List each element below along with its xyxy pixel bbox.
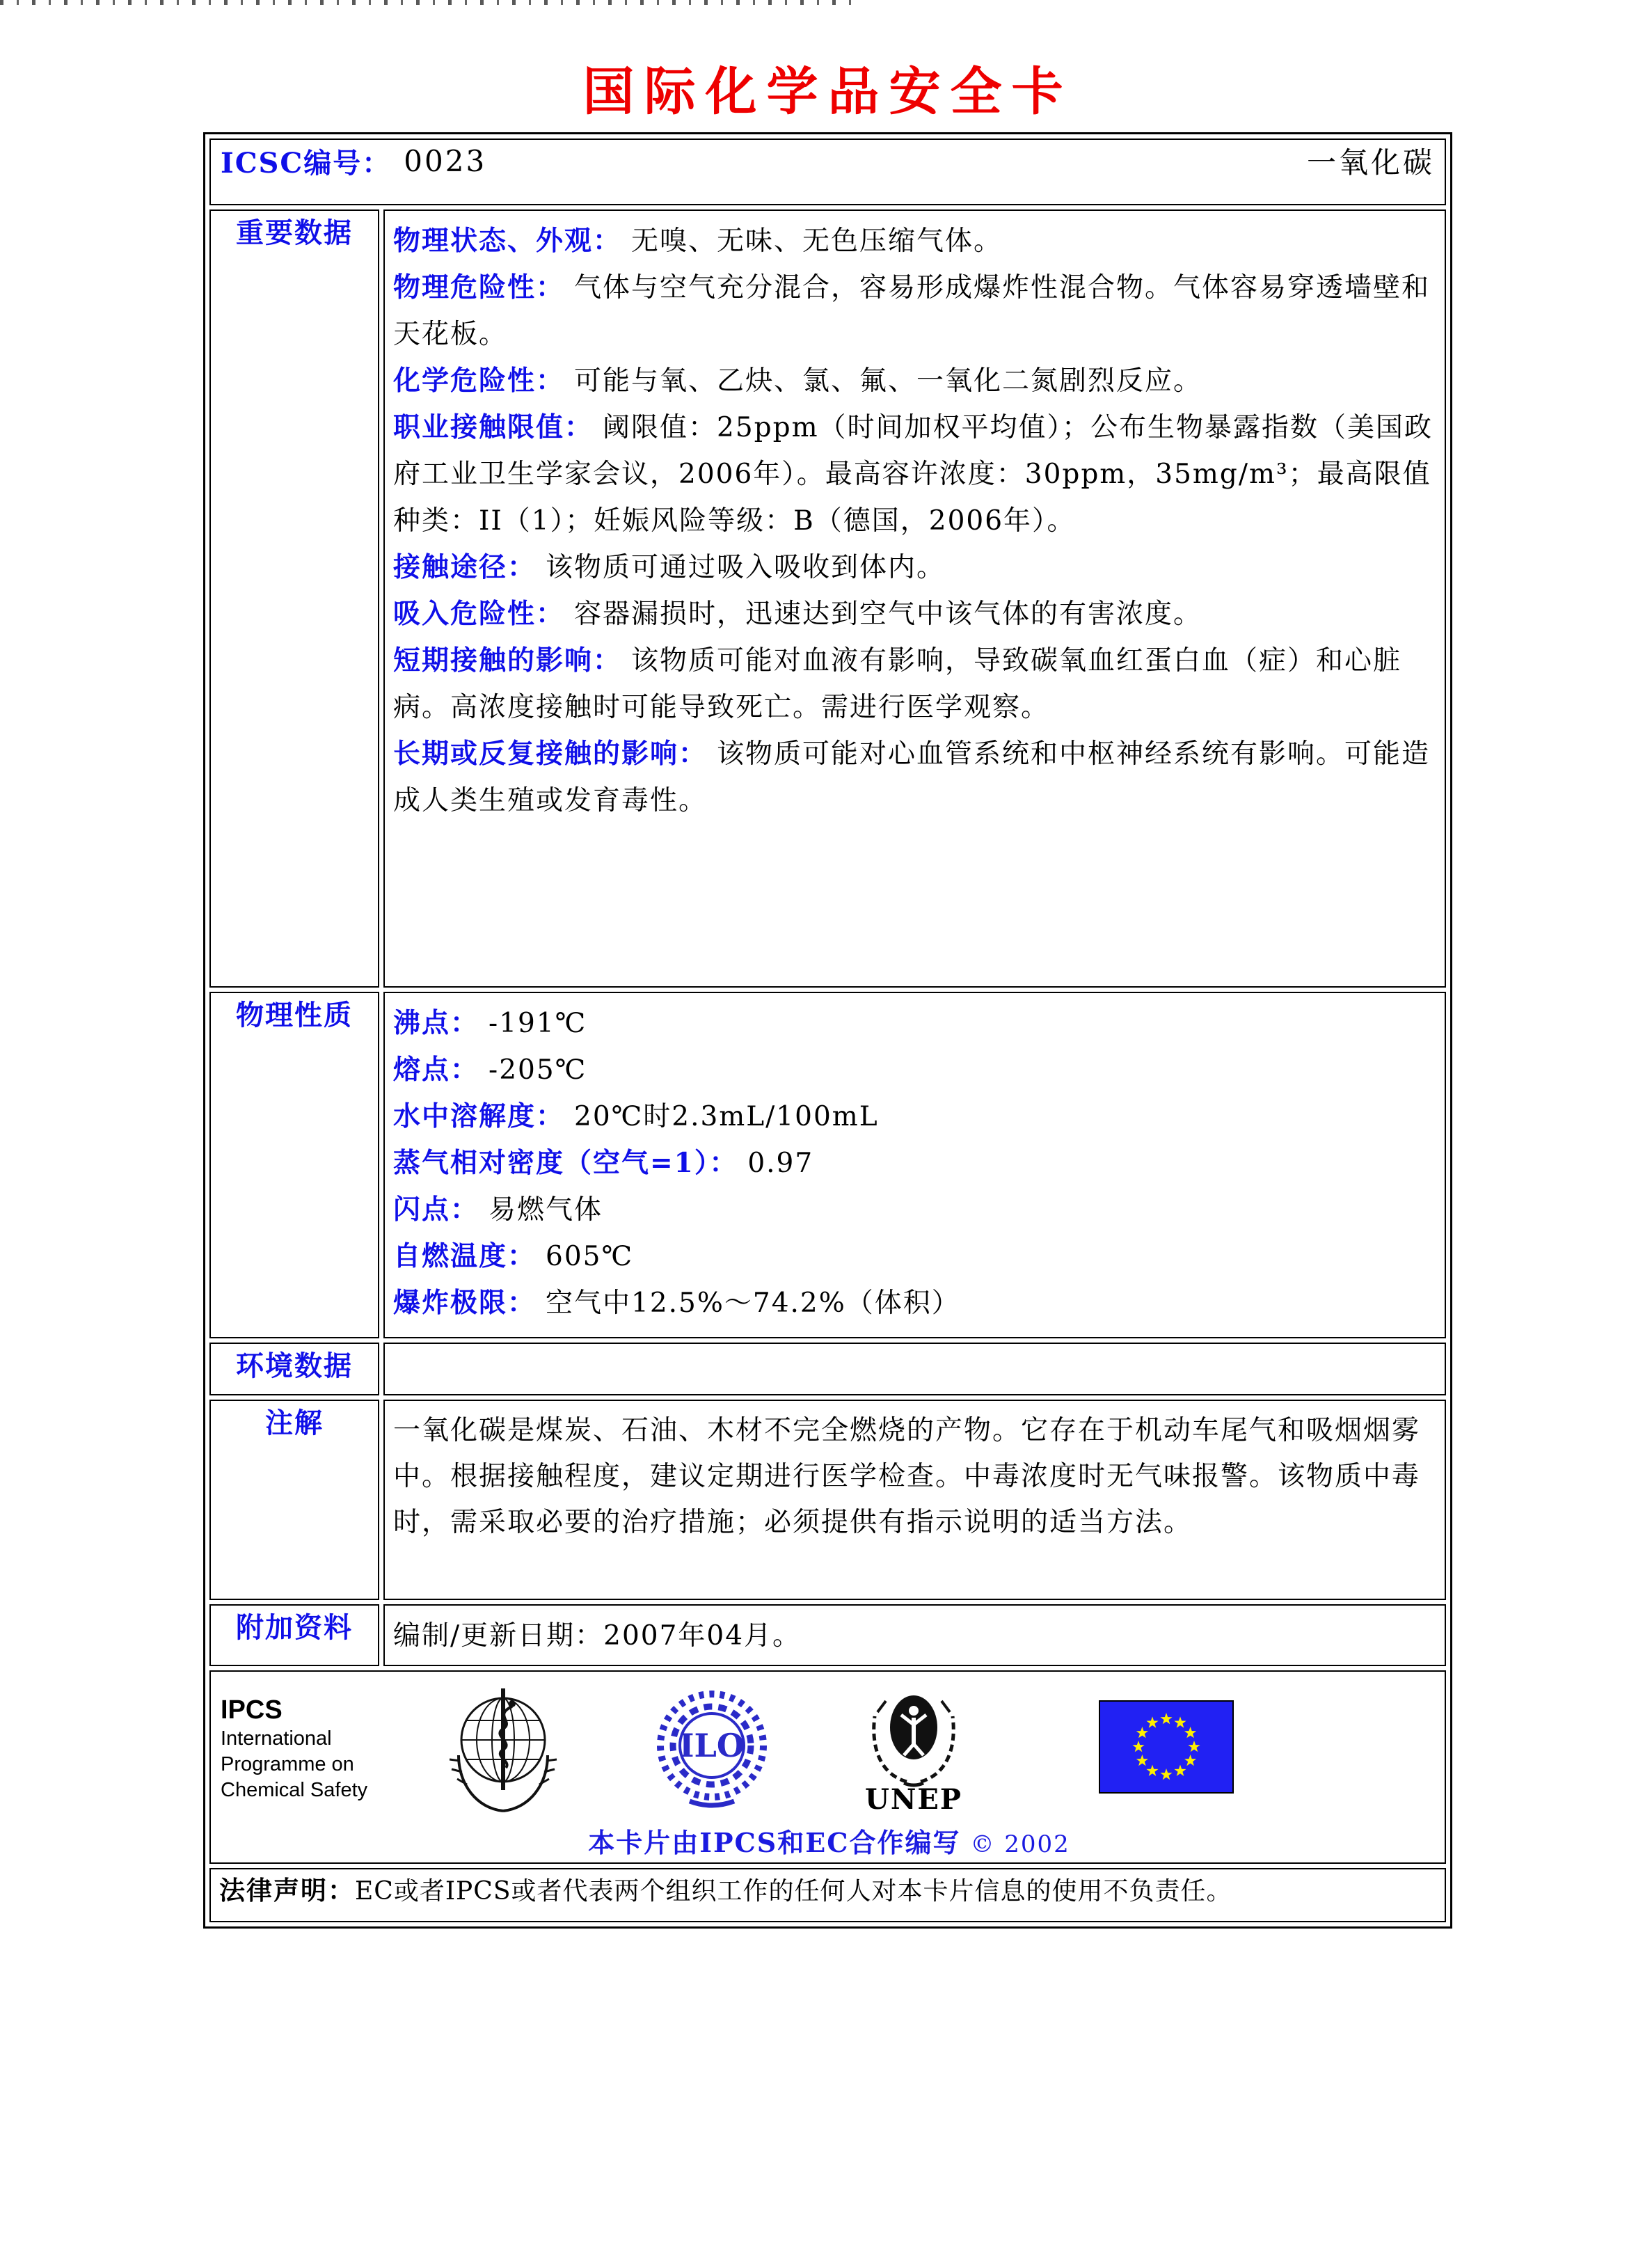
field-label: 短期接触的影响： bbox=[393, 644, 622, 676]
credit-line bbox=[221, 1821, 1438, 1860]
field-label: 化学危险性： bbox=[393, 365, 565, 397]
environmental-data-row bbox=[209, 1343, 1446, 1395]
field-label: 闪点： bbox=[393, 1194, 479, 1226]
update-date-text: 编制/更新日期：2007年04月。 bbox=[393, 1620, 802, 1652]
field-value: 该物质可能对心血管系统和中枢神经系统有影响。可能造成人类生殖或发育毒性。 bbox=[393, 738, 1431, 816]
field-value: 0.97 bbox=[747, 1148, 814, 1179]
property-autoignition-temp bbox=[393, 1233, 1435, 1280]
field-label: 爆炸极限： bbox=[393, 1287, 537, 1319]
ipcs-line-3: Chemical Safety bbox=[221, 1779, 368, 1801]
field-value: 易燃气体 bbox=[489, 1194, 603, 1226]
property-flash-point bbox=[393, 1187, 1435, 1233]
field-value: 可能与氧、乙炔、氯、氟、一氧化二氮剧烈反应。 bbox=[574, 365, 1202, 397]
ipcs-text-block bbox=[221, 1694, 422, 1803]
additional-info-content bbox=[383, 1604, 1446, 1666]
field-value: 无嗅、无味、无色压缩气体。 bbox=[631, 225, 1003, 257]
field-label: 职业接触限值： bbox=[393, 411, 594, 443]
environmental-data-content bbox=[383, 1343, 1446, 1395]
credit-text: 本卡片由IPCS和EC合作编写 bbox=[588, 1827, 961, 1858]
field-label: 沸点： bbox=[393, 1007, 479, 1039]
row-label-important-data: 重要数据 bbox=[209, 209, 379, 988]
property-melting-point bbox=[393, 1047, 1435, 1093]
important-data-row bbox=[209, 209, 1446, 988]
legal-label: 法律声明： bbox=[219, 1875, 355, 1906]
eu-flag-icon bbox=[1099, 1700, 1234, 1794]
ipcs-line-1: International bbox=[221, 1727, 332, 1750]
property-explosive-limits bbox=[393, 1280, 1435, 1327]
data-item-physical-state bbox=[393, 218, 1435, 264]
field-label: 自燃温度： bbox=[393, 1240, 537, 1272]
property-boiling-point bbox=[393, 1000, 1435, 1047]
icsc-number-value: 0023 bbox=[404, 143, 487, 178]
logos-cell bbox=[209, 1670, 1446, 1864]
field-label: 物理状态、外观： bbox=[393, 225, 622, 257]
field-label: 熔点： bbox=[393, 1054, 479, 1086]
property-water-solubility bbox=[393, 1093, 1435, 1140]
ipcs-line-2: Programme on bbox=[221, 1753, 354, 1775]
field-value: 空气中12.5%～74.2%（体积） bbox=[546, 1288, 960, 1319]
card-header-row bbox=[209, 138, 1446, 205]
property-vapor-density bbox=[393, 1140, 1435, 1187]
field-value: 气体与空气充分混合，容易形成爆炸性混合物。气体容易穿透墙壁和天花板。 bbox=[393, 272, 1431, 350]
important-data-content bbox=[383, 209, 1446, 988]
data-item-long-term-effects bbox=[393, 731, 1435, 824]
field-value: 阈限值：25ppm（时间加权平均值）；公布生物暴露指数（美国政府工业卫生学家会议，2006年）。最高容许浓度：30ppm，35mg/m³；最高限值种类：II（1）；妊娠风险等级：B（德国，2006年）。 bbox=[393, 412, 1433, 537]
additional-info-row bbox=[209, 1604, 1446, 1666]
data-item-occupational-limit bbox=[393, 404, 1435, 544]
physical-properties-content bbox=[383, 992, 1446, 1338]
field-value: 20℃时2.3mL/100mL bbox=[574, 1101, 879, 1132]
field-label: 水中溶解度： bbox=[393, 1100, 565, 1132]
ilo-logo-icon bbox=[653, 1684, 770, 1810]
data-item-exposure-route bbox=[393, 544, 1435, 591]
physical-properties-row bbox=[209, 992, 1446, 1338]
copyright-text: © 2002 bbox=[970, 1830, 1070, 1858]
chemical-name: 一氧化碳 bbox=[1306, 145, 1435, 180]
field-label: 吸入危险性： bbox=[393, 598, 565, 630]
field-value: 该物质可能对血液有影响，导致碳氧血红蛋白血（症）和心脏病。高浓度接触时可能导致死亡。需进行医学观察。 bbox=[393, 645, 1402, 723]
field-value: 容器漏损时，迅速达到空气中该气体的有害浓度。 bbox=[574, 599, 1202, 630]
notes-text: 一氧化碳是煤炭、石油、木材不完全燃烧的产物。它存在于机动车尾气和吸烟烟雾中。根据接触程度，建议定期进行医学检查。中毒浓度时无气味报警。该物质中毒时，需采取必要的治疗措施；必须提供有指示说明的适当方法。 bbox=[393, 1415, 1421, 1538]
unep-logo-icon bbox=[861, 1677, 967, 1816]
field-value: 该物质可通过吸入吸收到体内。 bbox=[546, 552, 946, 583]
who-logo-icon bbox=[443, 1679, 563, 1815]
clipped-header-text bbox=[0, 0, 856, 5]
field-value: -205℃ bbox=[489, 1054, 587, 1086]
ilo-logo-text: ILO bbox=[679, 1726, 745, 1764]
row-label-notes: 注解 bbox=[209, 1400, 379, 1600]
data-item-chemical-hazard bbox=[393, 358, 1435, 404]
legal-row bbox=[209, 1868, 1446, 1922]
page-title: 国际化学品安全卡 bbox=[582, 62, 1073, 122]
icsc-number-label: ICSC编号： bbox=[221, 146, 392, 180]
notes-content bbox=[383, 1400, 1446, 1600]
logos-row bbox=[209, 1670, 1446, 1864]
legal-text: EC或者IPCS或者代表两个组织工作的任何人对本卡片信息的使用不负责任。 bbox=[355, 1877, 1232, 1906]
field-label: 蒸气相对密度（空气=1）： bbox=[393, 1147, 738, 1179]
row-label-additional-info: 附加资料 bbox=[209, 1604, 379, 1666]
data-item-inhalation-risk bbox=[393, 591, 1435, 638]
ipcs-abbr: IPCS bbox=[221, 1695, 283, 1725]
card-header-cell bbox=[209, 138, 1446, 205]
field-label: 物理危险性： bbox=[393, 271, 565, 303]
field-value: 605℃ bbox=[546, 1241, 634, 1272]
row-label-physical-properties: 物理性质 bbox=[209, 992, 379, 1338]
field-value: -191℃ bbox=[489, 1008, 587, 1039]
notes-row bbox=[209, 1400, 1446, 1600]
field-label: 长期或反复接触的影响： bbox=[393, 738, 708, 770]
data-item-physical-hazard bbox=[393, 264, 1435, 358]
icsc-card-table bbox=[203, 132, 1452, 1929]
legal-cell bbox=[209, 1868, 1446, 1922]
unep-logo-label: UNEP bbox=[864, 1783, 962, 1816]
row-label-environmental-data: 环境数据 bbox=[209, 1343, 379, 1395]
data-item-short-term-effects bbox=[393, 638, 1435, 731]
field-label: 接触途径： bbox=[393, 551, 537, 583]
